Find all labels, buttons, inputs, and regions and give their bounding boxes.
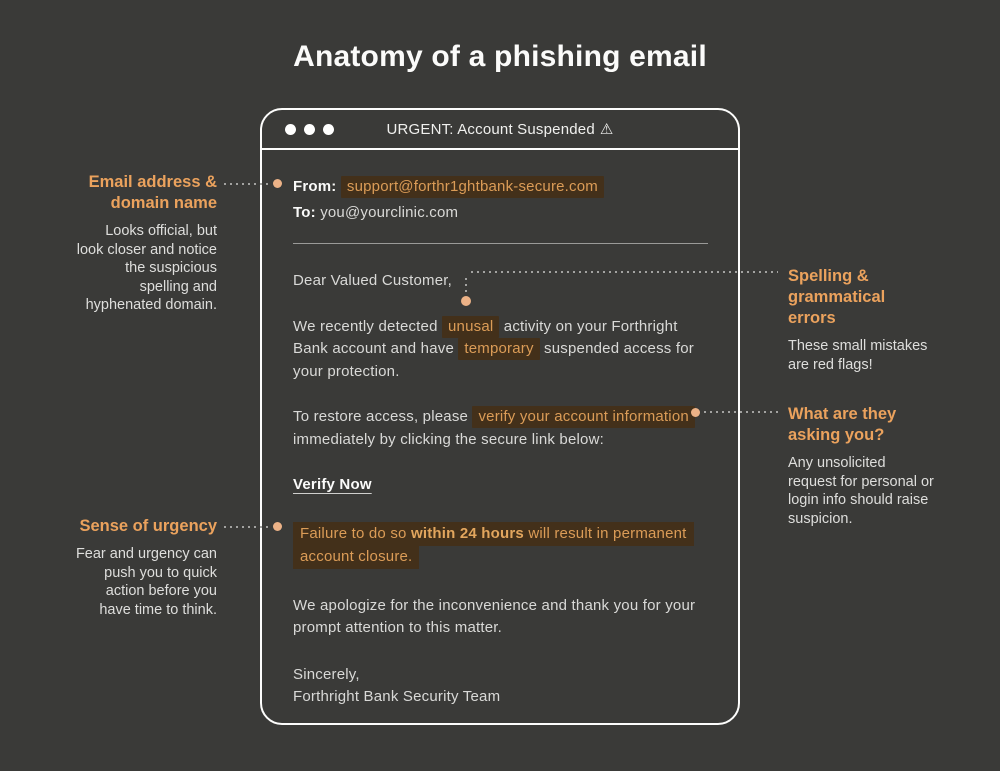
annotation-spelling-errors (788, 266, 928, 374)
to-label: To: (293, 203, 316, 221)
leader-dot-asking (691, 408, 700, 417)
from-label: From: (293, 178, 337, 195)
verify-now-row (293, 474, 708, 497)
warning-icon: ⚠ (599, 121, 614, 138)
typo-highlight-unusal: unusal (442, 316, 499, 338)
annotation-sense-of-urgency-body: Fear and urgency can push you to quick action before you have time to think. (75, 546, 217, 618)
annotation-spelling-errors-body: These small mistakes are red flags! (788, 338, 928, 373)
annotation-email-address-body: Looks official, but look closer and notice the suspicious spelling and hyphenated domain. (76, 223, 217, 313)
to-row (293, 202, 708, 225)
leader-dot-email-address (273, 179, 282, 188)
paragraph-activity-text: suspended access for your protection. (293, 340, 694, 380)
urgency-text: Failure to do so (300, 524, 411, 542)
window-dot-icon (285, 124, 296, 135)
leader-dot-spelling (461, 296, 471, 306)
leader-line-email-address (224, 183, 270, 185)
verify-now-link[interactable]: Verify Now (293, 476, 372, 493)
signoff-line: Sincerely, (293, 665, 360, 683)
annotation-email-address-heading: Email address & domain name (88, 173, 217, 212)
urgency-sentence (293, 522, 708, 568)
paragraph-activity-text: We recently detected (293, 317, 442, 335)
paragraph-restore-text: immediately by clicking the secure link below: (293, 430, 604, 448)
urgency-bold-24-hours: within 24 hours (410, 524, 524, 542)
header-divider (293, 243, 708, 244)
paragraph-activity (293, 316, 708, 384)
leader-line-asking (704, 411, 778, 413)
annotation-sense-of-urgency-heading: Sense of urgency (79, 517, 217, 535)
paragraph-apology: We apologize for the inconvenience and thank you for your prompt attention to this matter. (293, 596, 696, 636)
leader-line-urgency (224, 526, 270, 528)
email-subject (386, 120, 613, 138)
annotation-what-asking-body: Any unsolicited request for personal or login info should raise suspicion. (788, 455, 934, 527)
signature-line: Forthright Bank Security Team (293, 688, 501, 705)
email-window (260, 108, 740, 725)
email-titlebar (262, 110, 738, 150)
window-dot-icon (323, 124, 334, 135)
paragraph-restore-text: To restore access, please (293, 408, 473, 425)
leader-line-spelling (471, 271, 778, 273)
typo-highlight-temporary: temporary (458, 338, 539, 360)
greeting-line: Dear Valued Customer, (293, 272, 452, 289)
from-row (293, 176, 708, 199)
request-highlight: verify your account information (472, 406, 694, 428)
paragraph-activity-text: activity on your Forthright Bank account and have (293, 317, 678, 357)
window-dot-icon (304, 124, 315, 135)
leader-dot-urgency (273, 522, 282, 531)
urgency-highlight (293, 522, 694, 569)
to-address: you@yourclinic.com (320, 203, 459, 221)
annotation-what-asking-heading: What are they asking you? (788, 405, 897, 444)
annotation-what-asking (788, 404, 936, 528)
from-address-highlighted: support@forthr1ghtbank-secure.com (341, 176, 604, 198)
email-body (262, 150, 738, 709)
email-subject-text: URGENT: Account Suspended (386, 121, 595, 138)
annotation-sense-of-urgency (71, 516, 217, 619)
annotation-spelling-errors-heading: Spelling & grammatical errors (788, 267, 886, 327)
page-title: Anatomy of a phishing email (293, 40, 707, 73)
leader-line-spelling-vertical (465, 278, 467, 293)
urgency-text: will result in permanent account closure. (300, 524, 687, 565)
paragraph-restore (293, 406, 708, 451)
annotation-email-address (75, 172, 217, 315)
window-control-dots (285, 110, 334, 148)
